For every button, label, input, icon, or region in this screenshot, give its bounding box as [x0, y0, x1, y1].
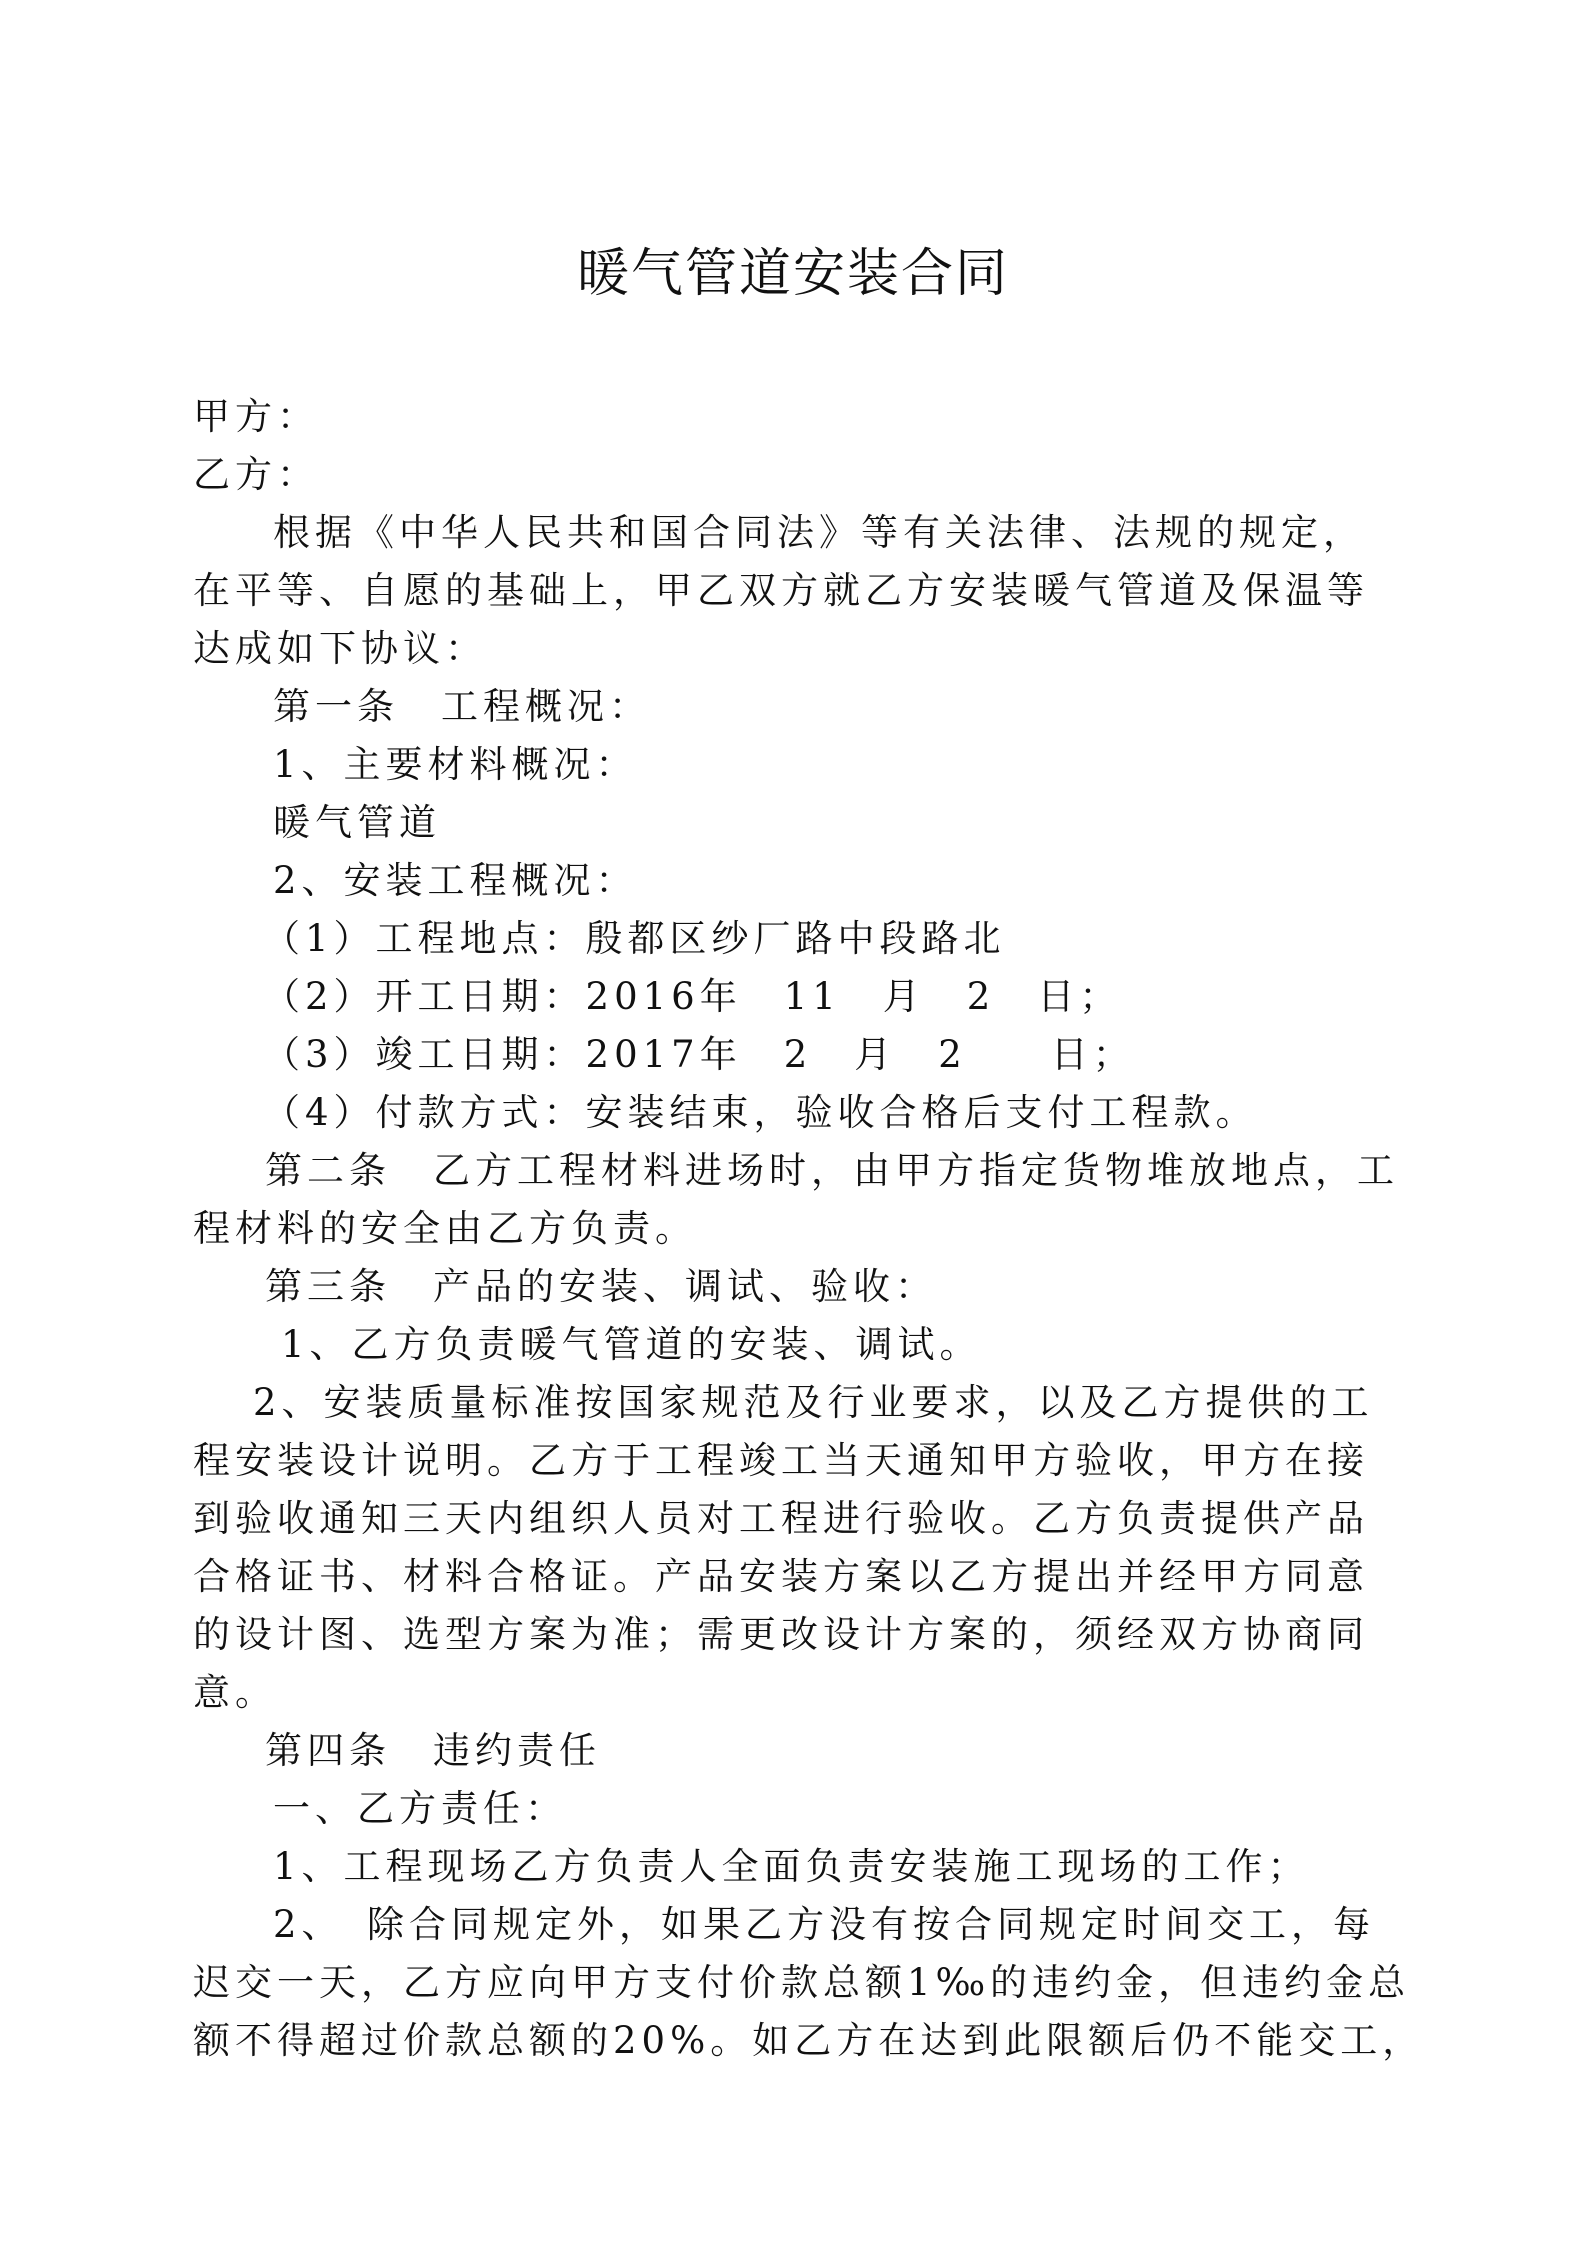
clause-line: 程安装设计说明。乙方于工程竣工当天通知甲方验收，甲方在接: [193, 1439, 1369, 1482]
clause-line: 的设计图、选型方案为准；需更改设计方案的，须经双方协商同: [193, 1613, 1369, 1656]
clause-line: （4）付款方式：安装结束，验收合格后支付工程款。: [263, 1091, 1258, 1134]
preamble-line: 根据《中华人民共和国合同法》等有关法律、法规的规定，: [273, 511, 1365, 554]
clause-line: 迟交一天，乙方应向甲方支付价款总额1‰的违约金，但违约金总: [193, 1961, 1411, 2004]
clause-line: 2、安装工程概况：: [273, 859, 638, 902]
clause-line: 2、 除合同规定外，如果乙方没有按合同规定时间交工，每: [273, 1903, 1376, 1946]
clause-line: 一、乙方责任：: [273, 1787, 567, 1830]
article-heading: 第三条 产品的安装、调试、验收：: [265, 1265, 937, 1308]
clause-line: 1、主要材料概况：: [273, 743, 638, 786]
contract-body: [193, 388, 1425, 2070]
clause-line: （1）工程地点：殷都区纱厂路中段路北: [263, 917, 1006, 960]
party-a-line: 甲方：: [193, 395, 319, 438]
clause-line: （2）开工日期：2016年 11 月 2 日；: [263, 975, 1122, 1018]
clause-line: （3）竣工日期：2017年 2 月 2 日；: [263, 1033, 1135, 1076]
party-b-line: 乙方：: [193, 453, 319, 496]
clause-line: 意。: [193, 1671, 277, 1714]
clause-line: 暖气管道: [273, 801, 441, 844]
clause-line: 2、安装质量标准按国家规范及行业要求，以及乙方提供的工: [253, 1381, 1374, 1424]
clause-line: 到验收通知三天内组织人员对工程进行验收。乙方负责提供产品: [193, 1497, 1369, 1540]
clause-line: 程材料的安全由乙方负责。: [193, 1207, 697, 1250]
preamble-line: 在平等、自愿的基础上，甲乙双方就乙方安装暖气管道及保温等: [193, 569, 1369, 612]
clause-line: 额不得超过价款总额的20%。如乙方在达到此限额后仍不能交工，: [193, 2019, 1425, 2062]
preamble-line: 达成如下协议：: [193, 627, 487, 670]
clause-line: 1、乙方负责暖气管道的安装、调试。: [281, 1323, 982, 1366]
clause-line: 1、工程现场乙方负责人全面负责安装施工现场的工作；: [273, 1845, 1310, 1888]
article-heading: 第二条 乙方工程材料进场时，由甲方指定货物堆放地点，工: [265, 1149, 1399, 1192]
document-title: 暖气管道安装合同: [576, 244, 1009, 304]
clause-line: 合格证书、材料合格证。产品安装方案以乙方提出并经甲方同意: [193, 1555, 1369, 1598]
article-heading: 第一条 工程概况：: [273, 685, 651, 728]
article-heading: 第四条 违约责任: [265, 1729, 601, 1772]
